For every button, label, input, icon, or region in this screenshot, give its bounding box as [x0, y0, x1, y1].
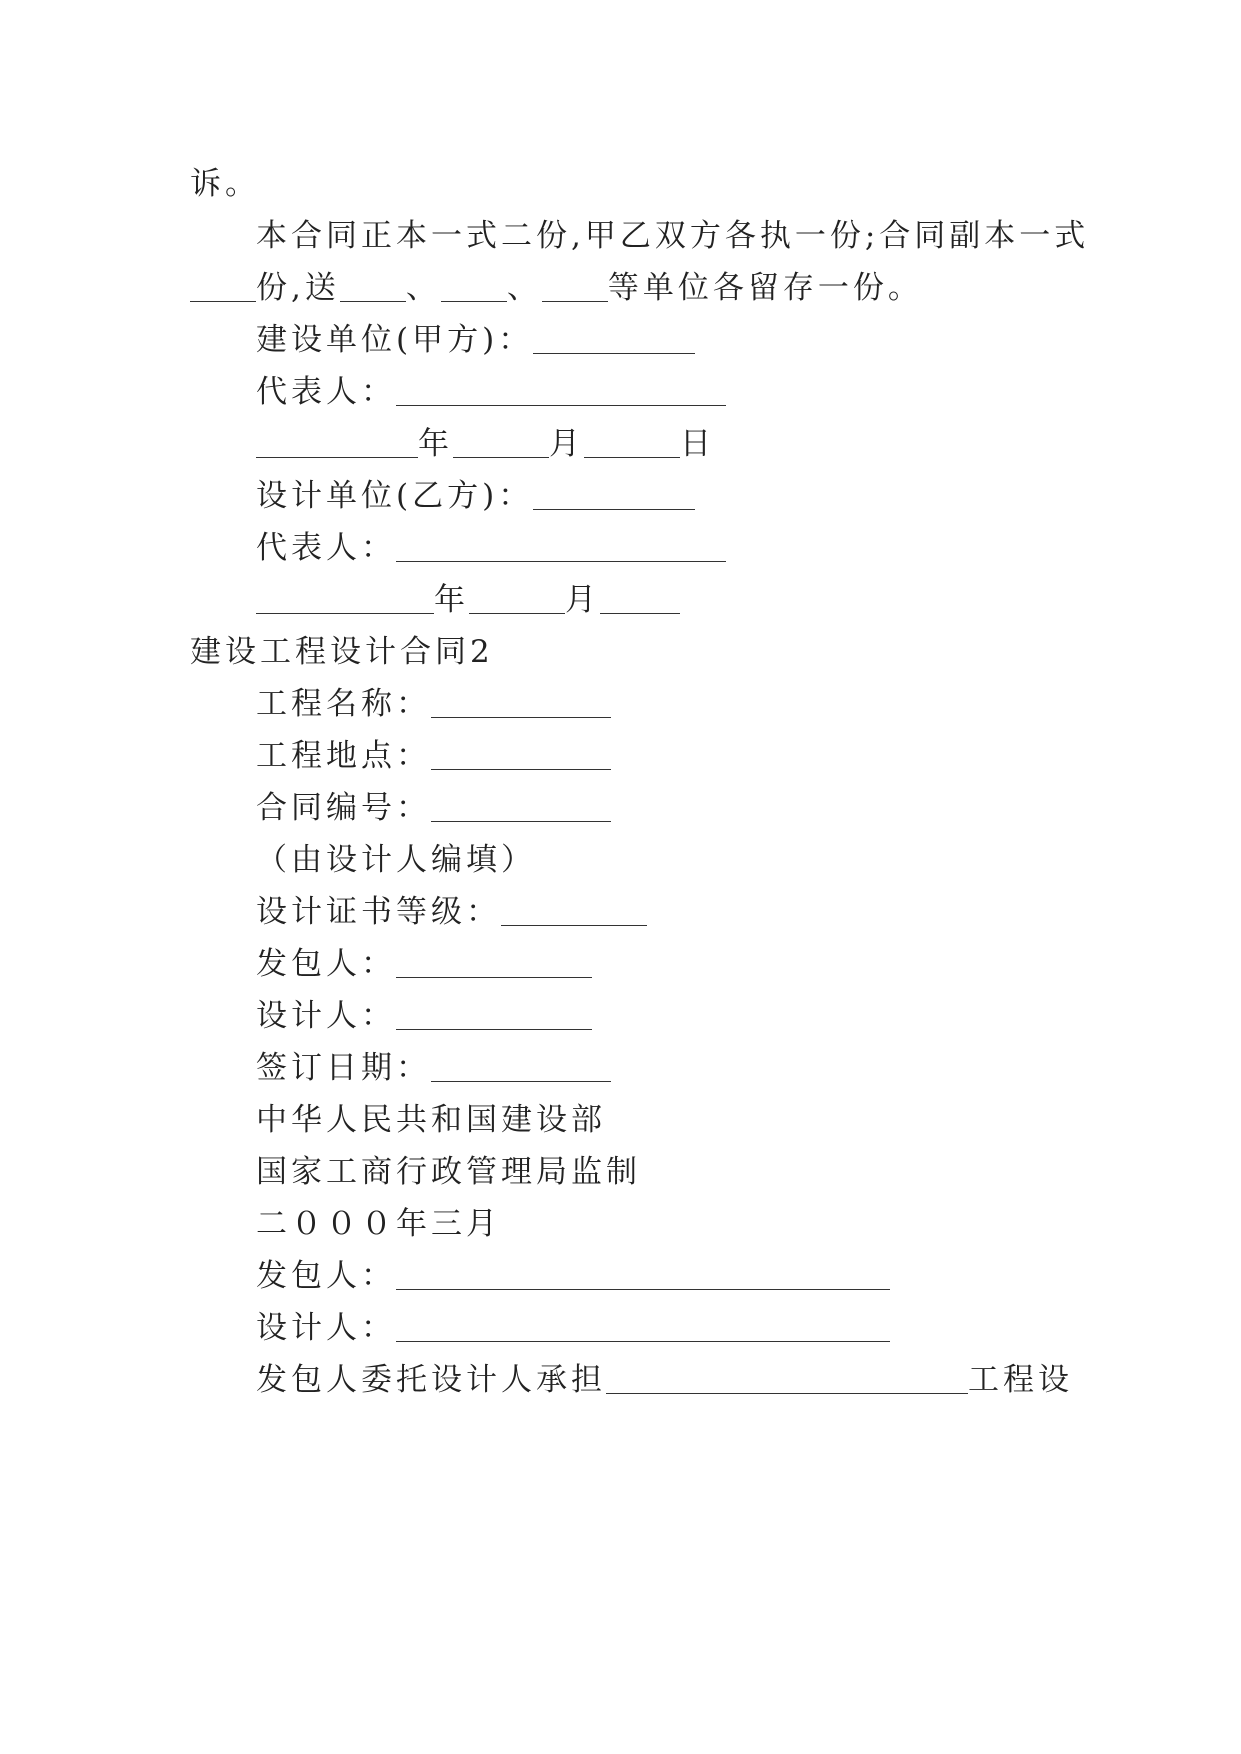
text-line — [256, 467, 695, 525]
fill-in-blank[interactable] — [501, 895, 647, 926]
text-fragment: 、 — [405, 270, 441, 306]
text-fragment: 建设工程设计合同2 — [190, 634, 494, 670]
field-label: 设计人： — [256, 998, 396, 1034]
fill-in-blank[interactable] — [431, 687, 611, 718]
text-line — [256, 363, 726, 421]
field-label: 代表人： — [256, 374, 396, 410]
text-fragment: 本合同正本一式二份,甲乙双方各执一份;合同副本一式 — [256, 218, 1090, 254]
field-label: 工程名称： — [256, 686, 431, 722]
fill-in-blank[interactable] — [256, 427, 418, 458]
field-label: 发包人： — [256, 946, 396, 982]
field-label: 发包人： — [256, 1258, 396, 1294]
text-fragment: 国家工商行政管理局监制 — [256, 1154, 641, 1190]
field-label: 设计证书等级： — [256, 894, 501, 930]
fill-in-blank[interactable] — [431, 1051, 611, 1082]
text-fragment: 发包人委托设计人承担 — [256, 1362, 606, 1398]
text-line — [256, 1143, 641, 1201]
text-fragment: 日 — [680, 426, 715, 462]
text-line — [256, 207, 1089, 265]
text-line — [256, 1299, 890, 1357]
text-line — [256, 571, 680, 629]
fill-in-blank[interactable] — [190, 271, 256, 302]
text-line — [256, 779, 611, 837]
fill-in-blank[interactable] — [584, 427, 680, 458]
text-line — [256, 1091, 606, 1149]
text-fragment: 工程设 — [968, 1362, 1073, 1398]
field-label: 签订日期： — [256, 1050, 431, 1086]
fill-in-blank[interactable] — [600, 583, 680, 614]
text-fragment: 、 — [506, 270, 542, 306]
text-line — [256, 935, 592, 993]
fill-in-blank[interactable] — [453, 427, 549, 458]
fill-in-blank[interactable] — [396, 1259, 890, 1290]
text-line — [190, 155, 260, 213]
text-fragment: 年 — [418, 426, 453, 462]
text-fragment: 月 — [565, 582, 600, 618]
text-line — [256, 1351, 1073, 1409]
fill-in-blank[interactable] — [469, 583, 565, 614]
fill-in-blank[interactable] — [431, 739, 611, 770]
fill-in-blank[interactable] — [396, 947, 592, 978]
text-fragment: 年 — [434, 582, 469, 618]
text-line — [256, 987, 592, 1045]
text-fragment: 等单位各留存一份。 — [607, 270, 923, 306]
text-line — [256, 675, 611, 733]
text-line — [256, 311, 695, 369]
text-line — [256, 519, 726, 577]
fill-in-blank[interactable] — [396, 999, 592, 1030]
field-label: 合同编号： — [256, 790, 431, 826]
fill-in-blank[interactable] — [533, 323, 695, 354]
section-heading — [190, 623, 494, 681]
fill-in-blank[interactable] — [431, 791, 611, 822]
fill-in-blank[interactable] — [441, 271, 507, 302]
fill-in-blank[interactable] — [396, 375, 726, 406]
field-label: 设计单位(乙方)： — [256, 478, 534, 514]
field-label: 工程地点： — [256, 738, 431, 774]
text-fragment: 诉。 — [190, 166, 260, 202]
field-label: 代表人： — [256, 530, 396, 566]
fill-in-blank[interactable] — [256, 583, 434, 614]
text-line — [256, 1247, 890, 1305]
text-line — [256, 1039, 611, 1097]
fill-in-blank[interactable] — [340, 271, 406, 302]
text-line — [256, 727, 611, 785]
text-line — [190, 259, 923, 317]
text-fragment: 二０００年三月 — [256, 1206, 501, 1242]
text-fragment: 月 — [549, 426, 584, 462]
text-fragment: （由设计人编填） — [256, 842, 536, 878]
fill-in-blank[interactable] — [542, 271, 608, 302]
fill-in-blank[interactable] — [606, 1363, 968, 1394]
text-fragment: 中华人民共和国建设部 — [256, 1102, 606, 1138]
fill-in-blank[interactable] — [533, 479, 695, 510]
fill-in-blank[interactable] — [396, 531, 726, 562]
text-line — [256, 831, 536, 889]
field-label: 设计人： — [256, 1310, 396, 1346]
text-line — [256, 1195, 501, 1253]
field-label: 建设单位(甲方)： — [256, 322, 534, 358]
text-fragment: 份,送 — [256, 270, 340, 306]
text-line — [256, 415, 715, 473]
text-line — [256, 883, 647, 941]
fill-in-blank[interactable] — [396, 1311, 890, 1342]
